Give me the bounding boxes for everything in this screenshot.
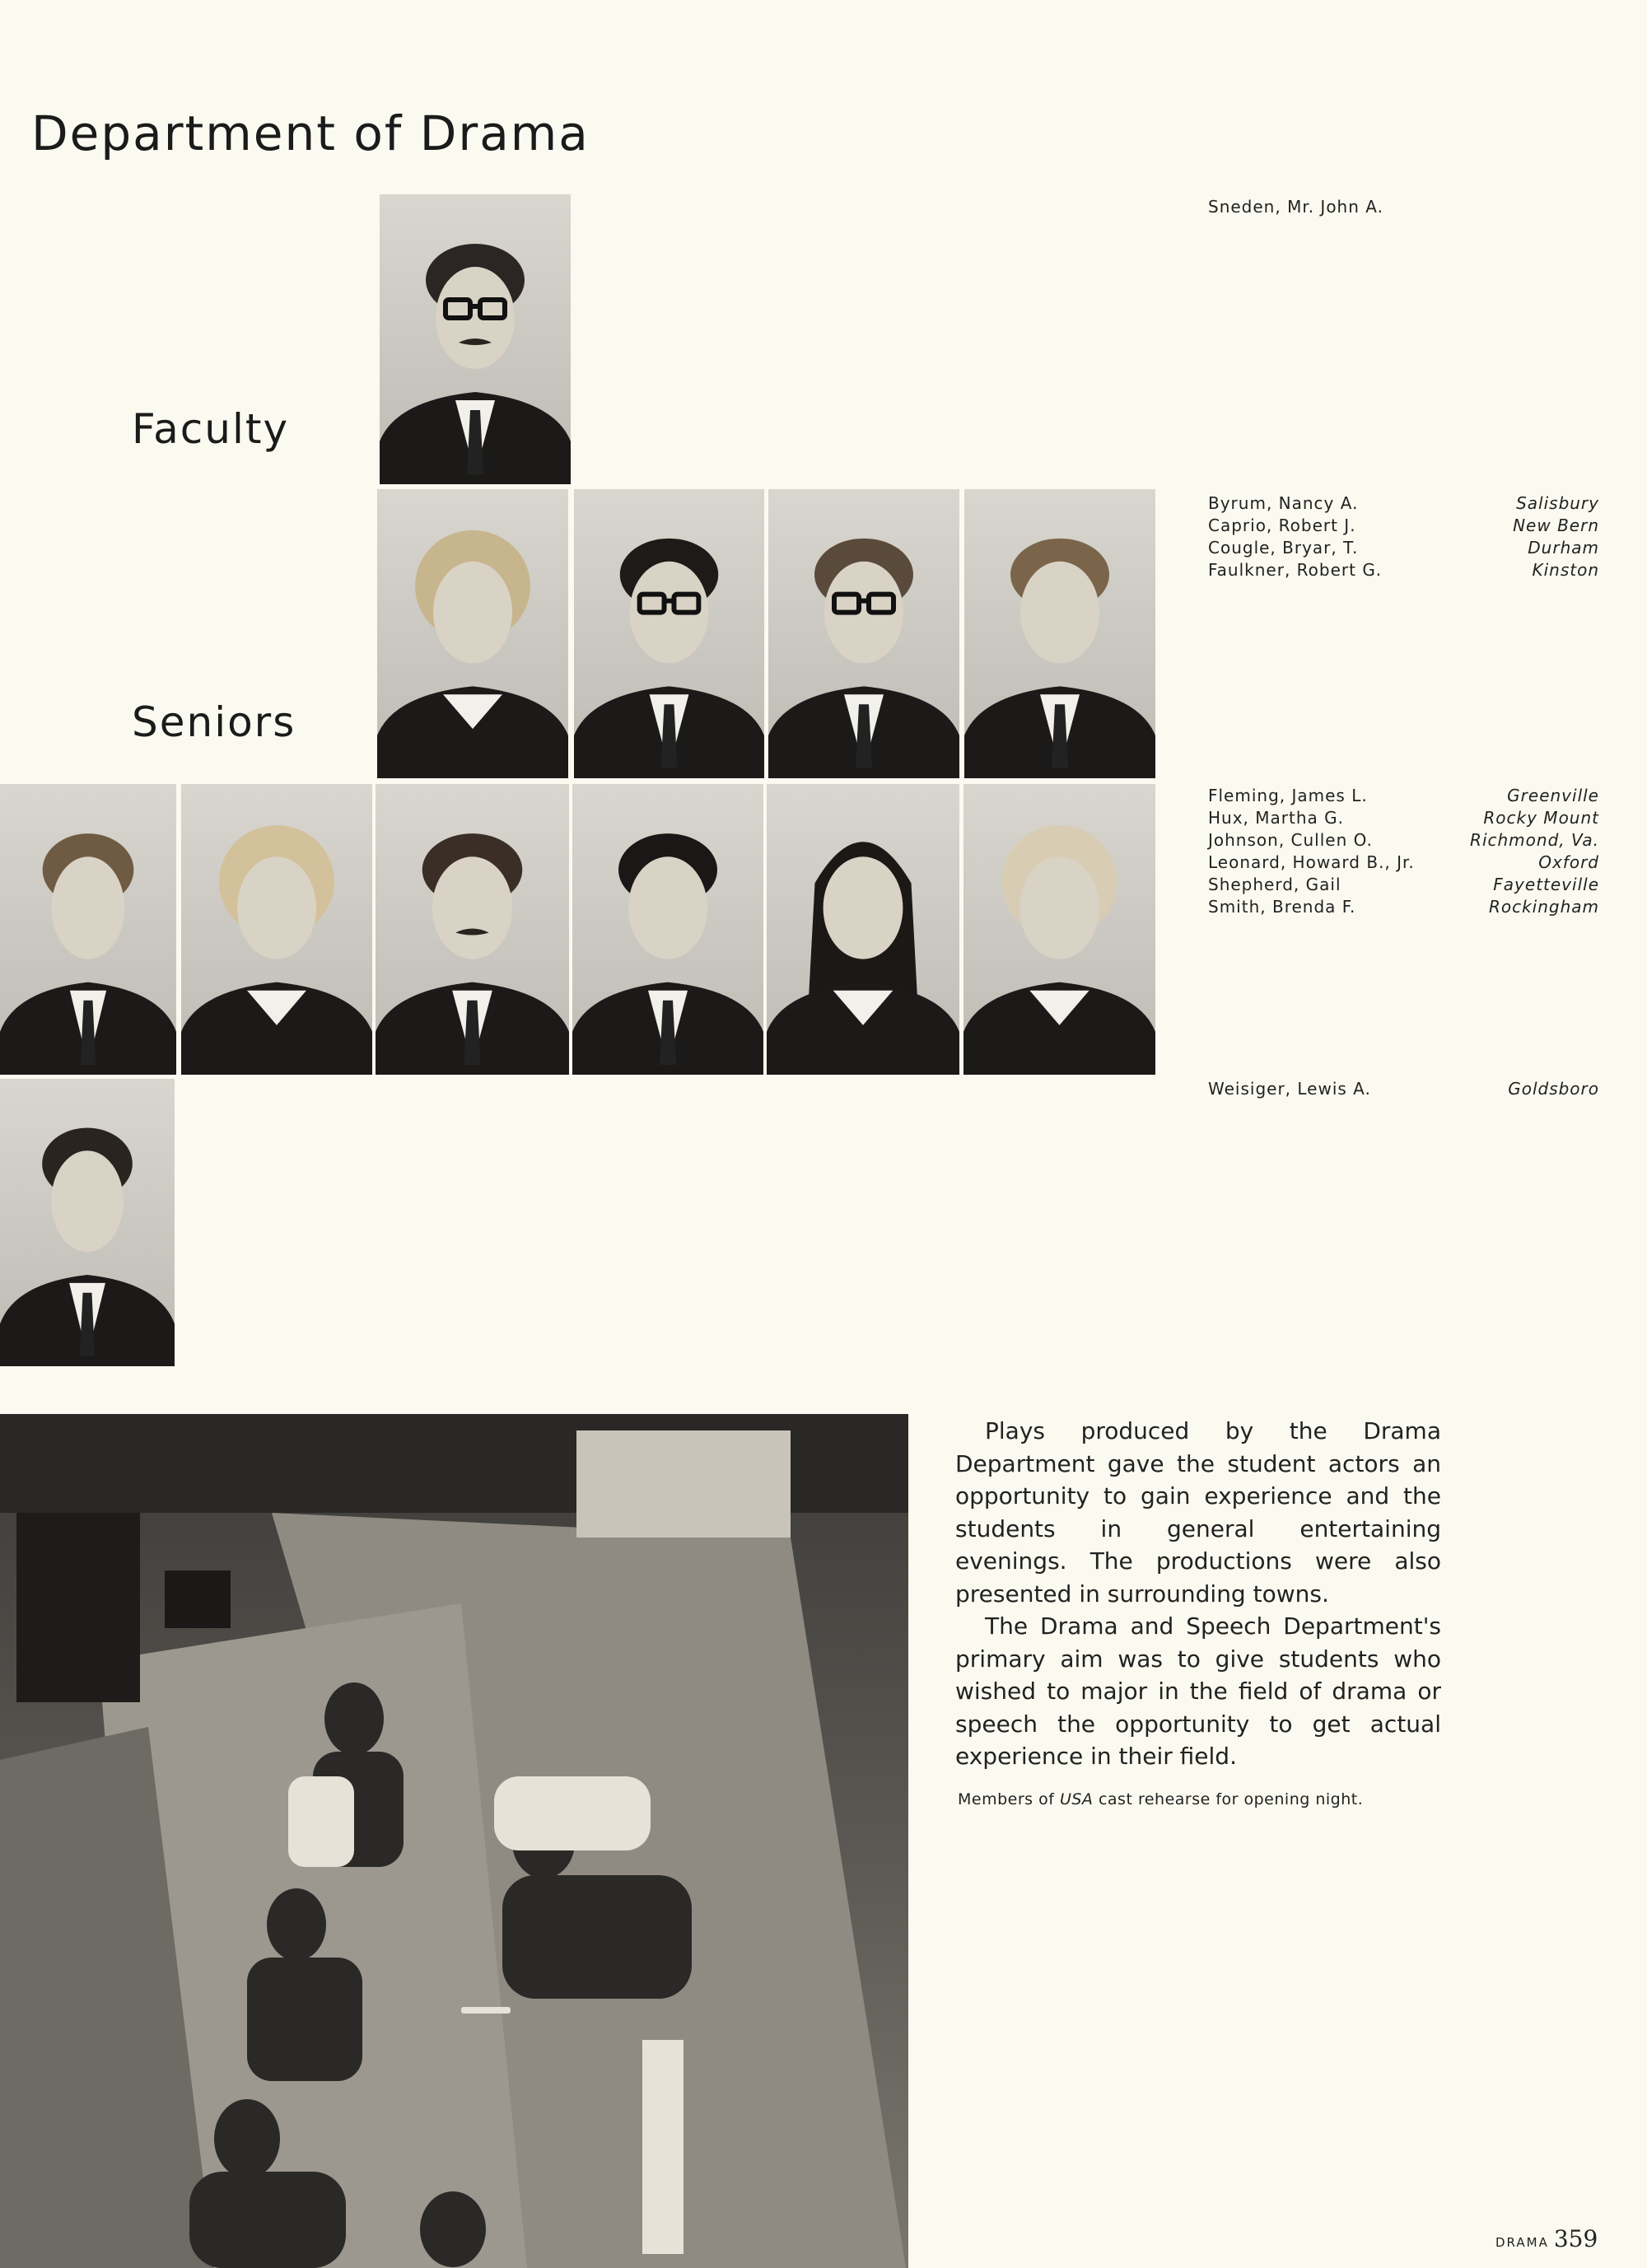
person-name: Shepherd, Gail <box>1208 875 1341 894</box>
portrait-photo <box>0 1079 175 1366</box>
hometown: Rocky Mount <box>1483 808 1599 828</box>
person-name: Weisiger, Lewis A. <box>1208 1079 1371 1099</box>
name-row <box>1208 896 1599 918</box>
portrait-photo <box>574 489 764 778</box>
caption-prefix: Members of <box>958 1790 1060 1808</box>
name-row <box>1208 829 1599 852</box>
portrait-photo <box>767 784 959 1075</box>
name-row <box>1208 559 1599 581</box>
name-row <box>1208 785 1599 807</box>
portrait-photo <box>376 784 569 1075</box>
person-name: Hux, Martha G. <box>1208 808 1344 828</box>
seniors-heading: Seniors <box>132 698 296 746</box>
hometown: Oxford <box>1538 852 1599 872</box>
hometown: Goldsboro <box>1508 1079 1599 1099</box>
portrait-photo <box>963 784 1155 1075</box>
faculty-heading: Faculty <box>132 405 290 453</box>
caption-title: USA <box>1059 1790 1094 1808</box>
hometown: New Bern <box>1513 516 1599 535</box>
portrait-photo <box>964 489 1155 778</box>
person-name: Cougle, Bryar, T. <box>1208 538 1359 558</box>
name-row <box>1208 515 1599 537</box>
person-name: Faulkner, Robert G. <box>1208 560 1383 580</box>
person-name: Leonard, Howard B., Jr. <box>1208 852 1415 872</box>
name-row <box>1208 492 1599 515</box>
seniors-names-row2 <box>1208 785 1599 918</box>
portrait-photo <box>768 489 959 778</box>
photo-caption <box>958 1790 1363 1808</box>
hometown: Richmond, Va. <box>1470 830 1599 850</box>
name-row <box>1208 1078 1599 1100</box>
hometown: Greenville <box>1507 786 1599 805</box>
name-row <box>1208 196 1599 218</box>
rehearsal-photo <box>0 1414 908 2268</box>
person-name: Johnson, Cullen O. <box>1208 830 1373 850</box>
hometown: Fayetteville <box>1493 875 1599 894</box>
body-paragraph-1: Plays produced by the Drama Department gave the student actors an opportunity to gain experience and the students in general entertaining evenings. The productions were also presented in surrounding towns. <box>955 1417 1441 1608</box>
seniors-names-row1 <box>1208 492 1599 581</box>
portrait-photo <box>0 784 176 1075</box>
hometown: Rockingham <box>1488 897 1599 917</box>
name-row <box>1208 852 1599 874</box>
name-row <box>1208 807 1599 829</box>
folio-section: DRAMA <box>1495 2235 1549 2250</box>
person-name: Sneden, Mr. John A. <box>1208 197 1383 217</box>
person-name: Byrum, Nancy A. <box>1208 493 1359 513</box>
page-number: 359 <box>1553 2225 1598 2252</box>
hometown: Durham <box>1528 538 1599 558</box>
body-text <box>955 1415 1441 1773</box>
caption-suffix: cast rehearse for opening night. <box>1093 1790 1364 1808</box>
person-name: Caprio, Robert J. <box>1208 516 1356 535</box>
portrait-photo <box>572 784 763 1075</box>
hometown: Kinston <box>1532 560 1599 580</box>
portrait-photo <box>377 489 568 778</box>
portrait-photo <box>380 194 571 484</box>
seniors-names-row3 <box>1208 1078 1599 1100</box>
portrait-photo <box>181 784 372 1075</box>
page-title: Department of Drama <box>31 105 590 161</box>
name-row <box>1208 874 1599 896</box>
hometown: Salisbury <box>1516 493 1599 513</box>
person-name: Smith, Brenda F. <box>1208 897 1356 917</box>
person-name: Fleming, James L. <box>1208 786 1368 805</box>
page-folio <box>1495 2225 1598 2252</box>
body-paragraph-2: The Drama and Speech Department's primary aim was to give students who wished to major in the field of drama or speech the opportunity to get actual experience in their field. <box>955 1612 1441 1770</box>
faculty-names <box>1208 196 1599 218</box>
name-row <box>1208 537 1599 559</box>
